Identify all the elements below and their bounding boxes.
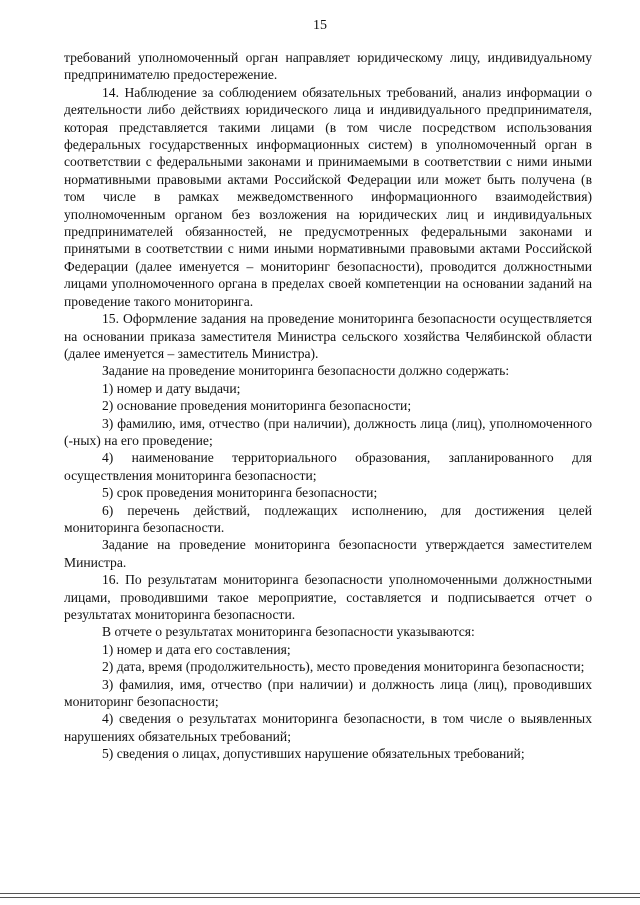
paragraph-report-contents-intro: В отчете о результатах мониторинга безопасности указываются: xyxy=(102,624,475,640)
page-bottom-rule xyxy=(0,897,640,898)
paragraph-item-14: 14. Наблюдение за соблюдением обязательных требований, анализ информации о деятельности либо действиях юридического лица и индивидуального предпринимателя, которая представляется такими лицами (в том числе посредством использования федеральных государственных информационных систем) в уполномоченный орган в соответствии с федеральными законами и принимаемыми в соответствии с ними иными нормативными правовыми актами Российской Федерации или может быть получена (в том числе в рамках межведомственного информационного взаимодействия) уполномоченным органом без возложения на юридических лиц и индивидуальных предпринимателей обязанностей, не предусмотренных федеральными законами и принятыми в соответствии с ними иными нормативными правовыми актами Российской Федерации (далее именуется – мониторинг безопасности), проводится должностными лицами уполномоченного органа в пределах своей компетенции на основании заданий на проведение такого мониторинга. xyxy=(64,84,592,309)
page-bottom-rule xyxy=(0,893,640,894)
list-item: 2) дата, время (продолжительность), место проведения мониторинга безопасности; xyxy=(102,659,585,675)
list-item: 2) основание проведения мониторинга безопасности; xyxy=(102,398,412,414)
document-body xyxy=(64,49,592,763)
list-item: 5) сведения о лицах, допустивших нарушение обязательных требований; xyxy=(102,746,525,762)
list-item: 3) фамилию, имя, отчество (при наличии), должность лица (лиц), уполномоченного (-ных) на его проведение; xyxy=(64,415,592,448)
paragraph-task-approval: Задание на проведение мониторинга безопасности утверждается заместителем Министра. xyxy=(64,537,592,570)
paragraph-item-15: 15. Оформление задания на проведение мониторинга безопасности осуществляется на основании приказа заместителя Министра сельского хозяйства Челябинской области (далее именуется – заместитель Министра). xyxy=(64,311,592,361)
page-number: 15 xyxy=(313,18,327,33)
list-item: 4) наименование территориального образования, запланированного для осуществления мониторинга безопасности; xyxy=(64,450,592,483)
list-item: 6) перечень действий, подлежащих исполнению, для достижения целей мониторинга безопасности. xyxy=(64,502,592,535)
paragraph-task-contents-intro: Задание на проведение мониторинга безопасности должно содержать: xyxy=(102,363,510,379)
list-item: 5) срок проведения мониторинга безопасности; xyxy=(102,485,378,501)
list-item: 1) номер и дата его составления; xyxy=(102,641,291,657)
paragraph-item-16: 16. По результатам мониторинга безопасности уполномоченными должностными лицами, проводившими такое мероприятие, составляется и подписывается отчет о результатах мониторинга безопасности. xyxy=(64,572,592,622)
list-item: 3) фамилия, имя, отчество (при наличии) и должность лица (лиц), проводивших мониторинг безопасности; xyxy=(64,676,592,710)
list-item: 1) номер и дату выдачи; xyxy=(102,380,241,396)
list-item: 4) сведения о результатах мониторинга безопасности, в том числе о выявленных нарушениях обязательных требований; xyxy=(64,711,592,744)
paragraph-continuation: требований уполномоченный орган направляет юридическому лицу, индивидуальному предпринимателю предостережение. xyxy=(64,50,592,83)
